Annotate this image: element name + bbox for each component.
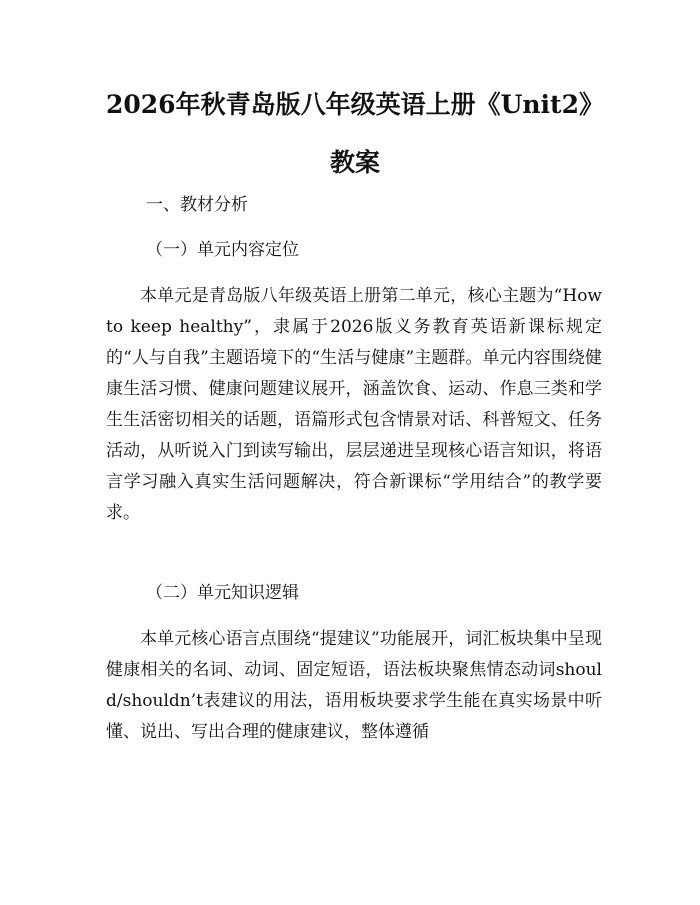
document-title <box>106 0 604 186</box>
title-line-1: 2026年秋青岛版八年级英语上册《Unit2》 <box>106 90 604 119</box>
paragraph-knowledge-logic: 本单元核心语言点围绕“提建议”功能展开，词汇板块集中呈现健康相关的名词、动词、固定短语，语法板块聚焦情态动词should/shouldn’t表建议的用法，语用板块要求学生能在真实场景中听懂、说出、写出合理的健康建议，整体遵循 <box>106 629 602 742</box>
title-line-2: 教案 <box>329 148 380 177</box>
paragraph-unit-content: 本单元是青岛版八年级英语上册第二单元，核心主题为“How to keep healthy”，隶属于2026版义务教育英语新课标规定的“人与自我”主题语境下的“生活与健康”主题群。单元内容围绕健康生活习惯、健康问题建议展开，涵盖饮食、运动、作息三类和学生生活密切相关的话题，语篇形式包含情景对话、科普短文、任务活动，从听说入门到读写输出，层层递进呈现核心语言知识，将语言学习融入真实生活问题解决，符合新课标“学用结合”的教学要求。 <box>106 286 602 523</box>
subsection-heading-knowledge-logic: （二）单元知识逻辑 <box>146 583 299 603</box>
section-heading-materials-analysis: 一、教材分析 <box>146 195 248 215</box>
subsection-heading-unit-content: （一）单元内容定位 <box>146 240 299 260</box>
